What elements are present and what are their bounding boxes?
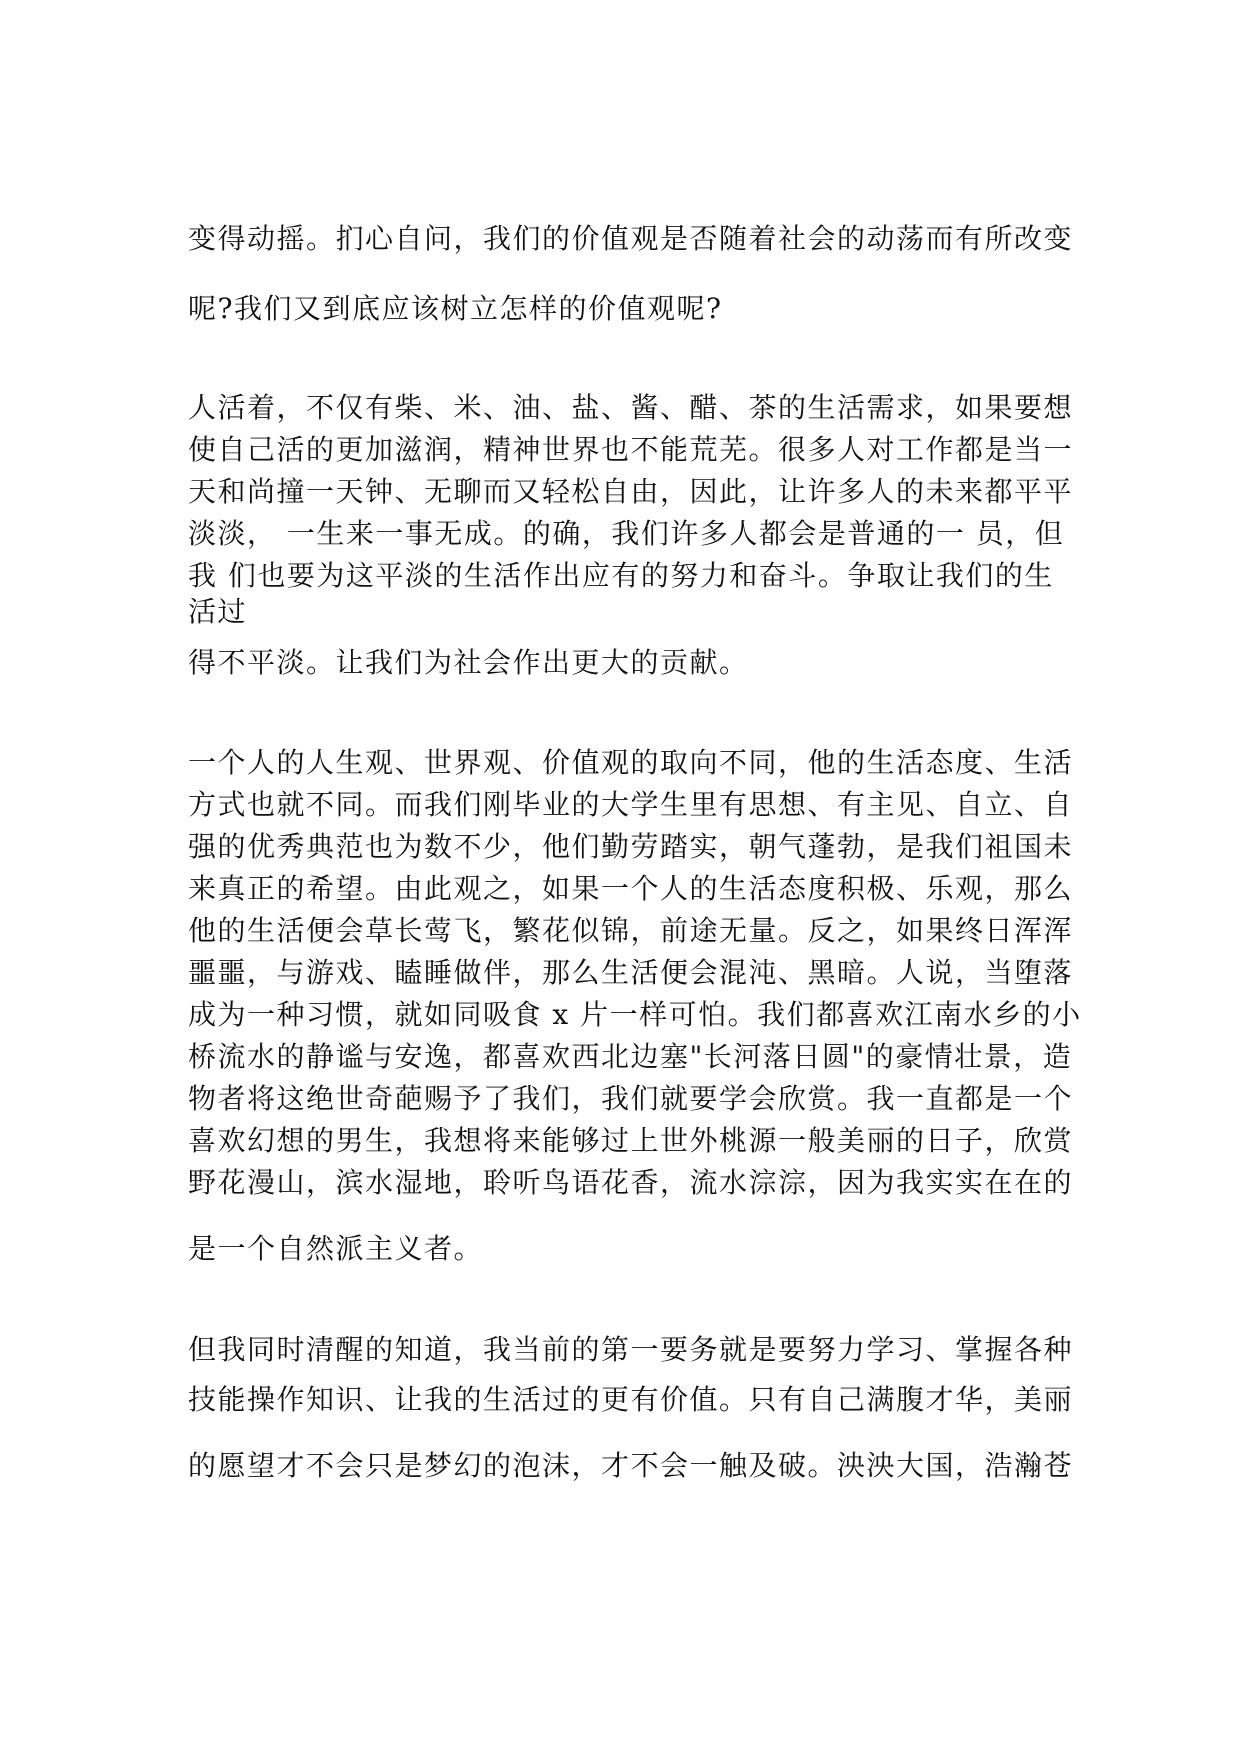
text-line: 淡淡， 一生来一事无成。的确，我们许多人都会是普通的一 员，但 — [188, 517, 1065, 550]
text-line: 人活着，不仅有柴、米、油、盐、酱、醋、茶的生活需求，如果要想 — [188, 391, 1074, 424]
text-line: 他的生活便会草长莺飞，繁花似锦，前途无量。反之，如果终日浑浑 — [188, 914, 1074, 947]
text-line: 呢?我们又到底应该树立怎样的价值观呢? — [188, 292, 723, 325]
text-line: 来真正的希望。由此观之，如果一个人的生活态度积极、乐观，那么 — [188, 872, 1074, 905]
text-line: 物者将这绝世奇葩赐予了我们，我们就要学会欣赏。我一直都是一个 — [188, 1082, 1074, 1115]
text-line: 技能操作知识、让我的生活过的更有价值。只有自己满腹才华，美丽 — [188, 1383, 1074, 1416]
text-line: 的愿望才不会只是梦幻的泡沫，才不会一触及破。泱泱大国，浩瀚苍 — [188, 1449, 1074, 1482]
text-line: 使自己活的更加滋润，精神世界也不能荒芜。很多人对工作都是当一 — [188, 433, 1074, 466]
text-line: 方式也就不同。而我们刚毕业的大学生里有思想、有主见、自立、自 — [188, 788, 1074, 821]
text-line: 但我同时清醒的知道，我当前的第一要务就是要努力学习、掌握各种 — [188, 1333, 1074, 1366]
text-line: 桥流水的静谧与安逸，都喜欢西北边塞"长河落日圆"的豪情壮景，造 — [188, 1040, 1073, 1073]
text-line: 变得动摇。扪心自问，我们的价值观是否随着社会的动荡而有所改变 — [188, 222, 1074, 255]
text-line: 是一个自然派主义者。 — [188, 1232, 484, 1265]
text-line: 天和尚撞一天钟、无聊而又轻松自由，因此，让许多人的未来都平平 — [188, 475, 1074, 508]
text-line: 强的优秀典范也为数不少，他们勤劳踏实，朝气蓬勃，是我们祖国未 — [188, 830, 1074, 863]
text-line: 野花漫山，滨水湿地，聆听鸟语花香，流水淙淙，因为我实实在在的 — [188, 1166, 1074, 1199]
text-line: 噩噩，与游戏、瞌睡做伴，那么生活便会混沌、黑暗。人说，当堕落 — [188, 956, 1074, 989]
text-line: 成为一种习惯，就如同吸食 x 片一样可怕。我们都喜欢江南水乡的小 — [188, 998, 1082, 1031]
text-line: 活过 — [188, 595, 248, 628]
text-line: 我 们也要为这平淡的生活作出应有的努力和奋斗。争取让我们的生 — [188, 559, 1054, 592]
text-line: 一个人的人生观、世界观、价值观的取向不同，他的生活态度、生活 — [188, 746, 1074, 779]
text-line: 喜欢幻想的男生，我想将来能够过上世外桃源一般美丽的日子，欣赏 — [188, 1124, 1074, 1157]
text-line: 得不平淡。让我们为社会作出更大的贡献。 — [188, 646, 749, 679]
